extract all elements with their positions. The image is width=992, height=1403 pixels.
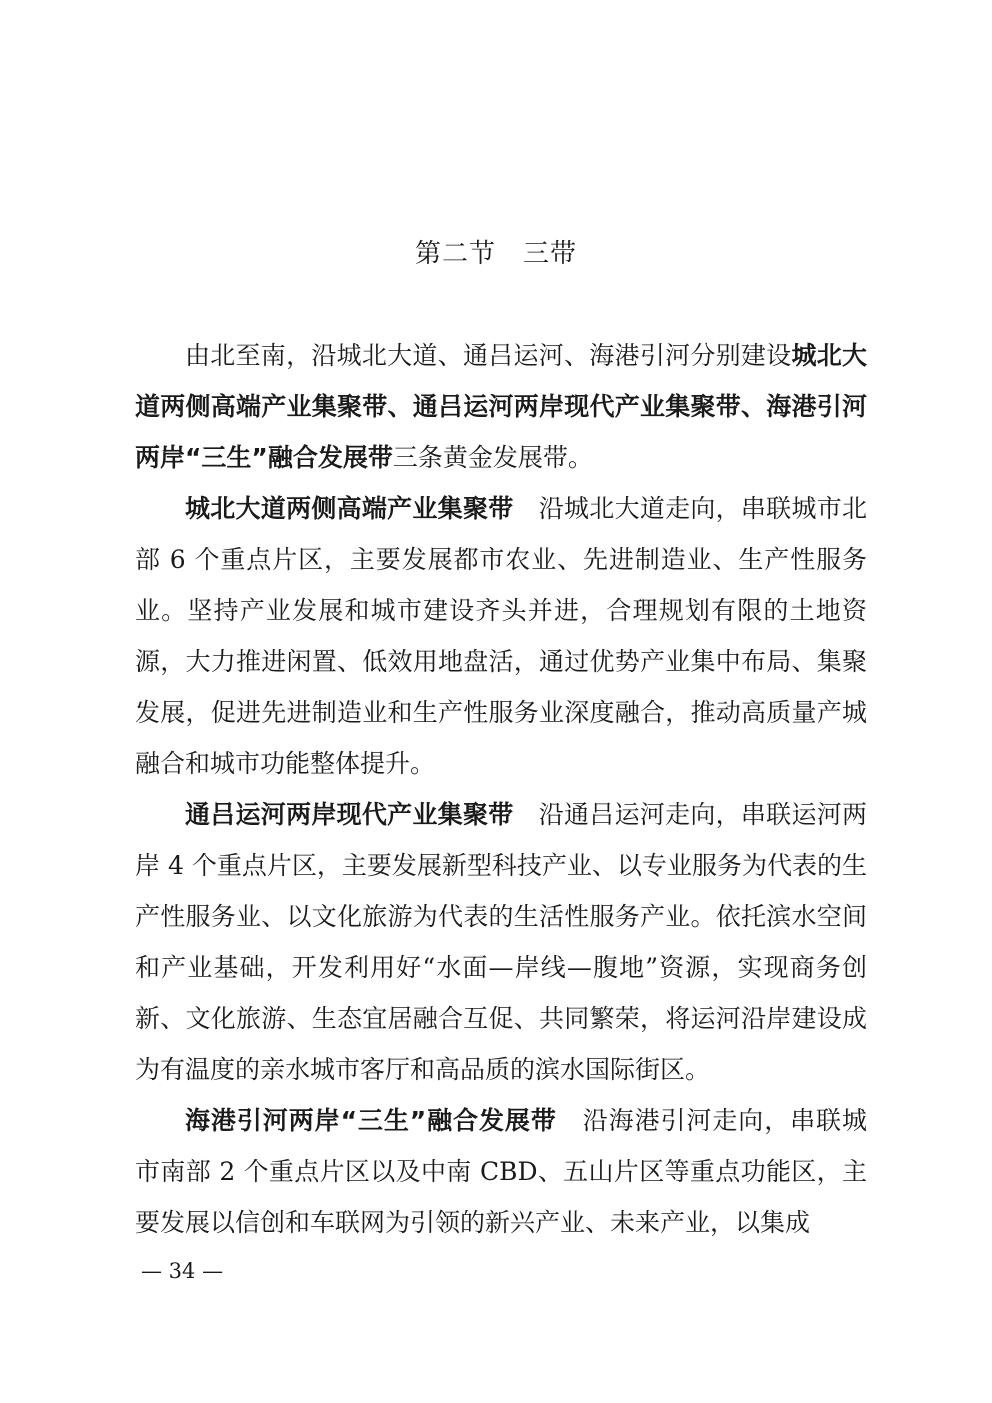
section-title: 第二节 三带 (414, 239, 577, 269)
page-number: — 34 — (141, 1259, 224, 1283)
paragraph-tonglv-belt (135, 789, 867, 1095)
belt-heading-chengbei: 城北大道两侧高端产业集聚带 (185, 494, 514, 523)
paragraph-haigang-belt (135, 1095, 867, 1248)
text-run: 沿海港引河走向，串联城市南部 2 个重点片区以及中南 CBD、五山片区等重点功能区，主要发展以信创和车联网为引领的新兴产业、未来产业，以集成 (135, 1106, 867, 1237)
belt-heading-tonglv: 通吕运河两岸现代产业集聚带 (185, 800, 514, 829)
paragraph-chengbei-belt (135, 483, 867, 789)
text-run-bold: 城北大道两侧高端产业集聚带、通吕运河两岸现代产业集聚带、海港引河两岸“三生”融合发展带 (135, 341, 867, 472)
text-run: 沿城北大道走向，串联城市北部 6 个重点片区，主要发展都市农业、先进制造业、生产性服务业。坚持产业发展和城市建设齐头并进，合理规划有限的土地资源，大力推进闲置、低效用地盘活，通过优势产业集中布局、集聚发展，促进先进制造业和生产性服务业深度融合，推动高质量产城融合和城市功能整体提升。 (135, 494, 867, 778)
text-run: 沿通吕运河走向，串联运河两岸 4 个重点片区，主要发展新型科技产业、以专业服务为代表的生产性服务业、以文化旅游为代表的生活性服务产业。依托滨水空间和产业基础，开发利用好“水面—岸线—腹地”资源，实现商务创新、文化旅游、生态宜居融合互促、共同繁荣，将运河沿岸建设成为有温度的亲水城市客厅和高品质的滨水国际街区。 (135, 800, 867, 1084)
belt-heading-haigang: 海港引河两岸“三生”融合发展带 (185, 1106, 557, 1135)
paragraph-intro (135, 330, 867, 483)
text-run: 三条黄金发展带。 (392, 443, 593, 472)
text-run: 由北至南，沿城北大道、通吕运河、海港引河分别建设 (185, 341, 792, 370)
body-text (135, 330, 867, 1248)
